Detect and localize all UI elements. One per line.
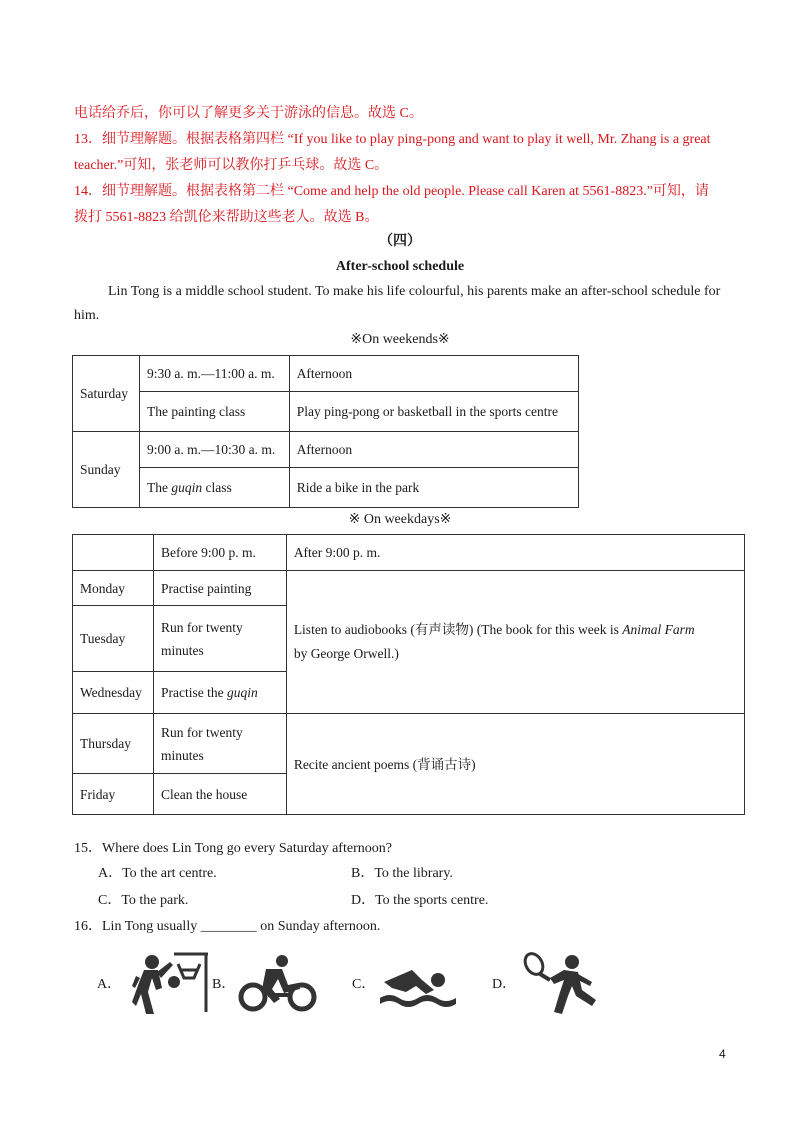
answer-line-2: 13．细节理解题。根据表格第四栏 “If you like to play ping-pong and want to play it well, Mr. Zhang is a great (74, 132, 711, 147)
q16-option-b-label[interactable]: B． (212, 977, 236, 992)
after-9pm-poems: Recite ancient poems (背诵古诗) (286, 714, 744, 815)
thursday-activity: Run for twenty minutes (153, 714, 286, 774)
swimming-icon[interactable] (380, 962, 456, 1012)
saturday-time: 9:30 a. m.—11:00 a. m. (139, 356, 289, 392)
after-9pm-audiobooks: Listen to audiobooks (有声读物) (The book for this week is Animal Farm by George Orwell.) (286, 571, 744, 714)
monday-label: Monday (73, 571, 154, 606)
q15-option-d[interactable]: D．To the sports centre. (351, 893, 489, 908)
weekdays-corner-cell (73, 535, 154, 571)
saturday-afternoon-header: Afternoon (289, 356, 578, 392)
answer-line-5: 拨打 5561-8823 给凯伦来帮助这些老人。故选 B。 (74, 210, 379, 225)
q15-option-b[interactable]: B．To the library. (351, 866, 453, 881)
answer-line-3: teacher.”可知，张老师可以教你打乒乓球。故选 C。 (74, 158, 389, 173)
sunday-afternoon-activity: Ride a bike in the park (289, 468, 578, 508)
answer-line-4: 14．细节理解题。根据表格第二栏 “Come and help the old people. Please call Karen at 5561-8823.”可知，请 (74, 184, 709, 199)
q15-option-c[interactable]: C．To the park. (98, 893, 189, 908)
friday-activity: Clean the house (153, 774, 286, 815)
sunday-morning-activity: The guqin class (139, 468, 289, 508)
wednesday-label: Wednesday (73, 672, 154, 714)
saturday-afternoon-activity: Play ping-pong or basketball in the sports centre (289, 392, 578, 432)
tuesday-activity: Run for twenty minutes (153, 606, 286, 672)
q16-option-d-label[interactable]: D． (492, 977, 517, 992)
tuesday-label: Tuesday (73, 606, 154, 672)
q16-option-a-label[interactable]: A． (97, 977, 122, 992)
thursday-label: Thursday (73, 714, 154, 774)
weekdays-table (72, 534, 745, 815)
saturday-label: Saturday (73, 356, 140, 432)
intro-line-2: him. (74, 308, 100, 323)
section-title: After-school schedule (335, 259, 465, 274)
basketball-icon[interactable] (130, 950, 210, 1016)
answer-line-1: 电话给乔后，你可以了解更多关于游泳的信息。故选 C。 (74, 106, 423, 121)
sunday-time: 9:00 a. m.—10:30 a. m. (139, 432, 289, 468)
page-number: 4 (719, 1047, 726, 1061)
section-number: （四） (379, 234, 421, 249)
weekends-table (72, 355, 579, 508)
cycling-icon[interactable] (238, 955, 318, 1013)
weekends-caption: ※On weekends※ (350, 332, 450, 347)
header-after-9pm: After 9:00 p. m. (286, 535, 744, 571)
intro-line-1: Lin Tong is a middle school student. To make his life colourful, his parents make an after-school schedule for (108, 284, 721, 299)
friday-label: Friday (73, 774, 154, 815)
saturday-morning-activity: The painting class (139, 392, 289, 432)
wednesday-activity: Practise the guqin (153, 672, 286, 714)
sunday-afternoon-header: Afternoon (289, 432, 578, 468)
monday-activity: Practise painting (153, 571, 286, 606)
header-before-9pm: Before 9:00 p. m. (153, 535, 286, 571)
weekdays-caption: ※ On weekdays※ (348, 512, 452, 527)
q15-option-a[interactable]: A．To the art centre. (98, 866, 217, 881)
q16-question: 16．Lin Tong usually ________ on Sunday afternoon. (74, 919, 381, 934)
sunday-label: Sunday (73, 432, 140, 508)
q15-question: 15．Where does Lin Tong go every Saturday afternoon? (74, 841, 392, 856)
tennis-icon[interactable] (522, 950, 608, 1016)
q16-option-c-label[interactable]: C． (352, 977, 376, 992)
